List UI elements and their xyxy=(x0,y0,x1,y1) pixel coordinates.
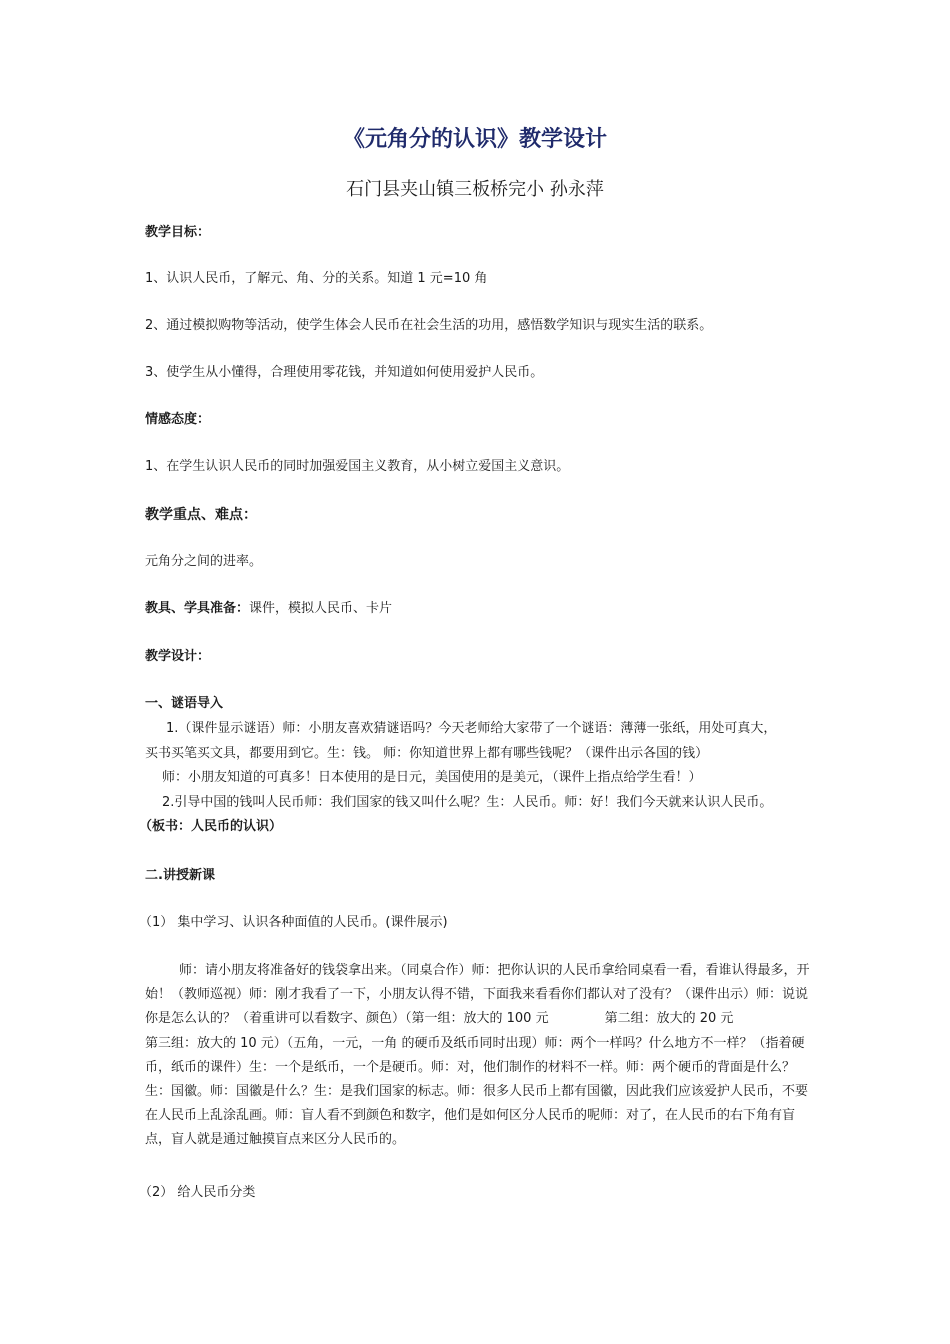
tools-label: 教具、学具准备： xyxy=(145,601,250,616)
tools-line xyxy=(145,600,392,618)
design-heading: 教学设计： xyxy=(145,649,211,664)
lesson-paragraph xyxy=(145,959,810,1153)
lesson-text: 第三组：放大的 10 元）（五角，一元，一角 的硬币及纸币同时出现）师：两个一样吗？什么地方不一样？（指着硬币，纸币的课件）生：一个是纸币，一个是硬币。师：对，他们制作的材料不一样。师：两个硬币的背面是什么？生：国徽。师：国徽是什么？生：是我们国家的标志。师：很多人民币上都有国徽，因此我们应该爱护人民币，不要在人民币上乱涂乱画。师：盲人看不到颜色和数字，他们是如何区分人民币的呢师：对了，在人民币的右下角有盲点，盲人就是通过触摸盲点来区分人民币的。 xyxy=(145,1035,809,1148)
emotion-item: 1、在学生认识人民币的同时加强爱国主义教育，从小树立爱国主义意识。 xyxy=(145,459,570,474)
board-note: （板书：人民币的认识） xyxy=(139,819,283,834)
objective-item: 3、使学生从小懂得，合理使用零花钱，并知道如何使用爱护人民币。 xyxy=(145,365,544,380)
keypoints-text: 元角分之间的进率。 xyxy=(145,554,263,569)
tools-text: 课件，模拟人民币、卡片 xyxy=(249,601,393,616)
objective-item: 2、通过模拟购物等活动，使学生体会人民币在社会生活的功用，感悟数学知识与现实生活的联系。 xyxy=(145,318,713,333)
section2-heading: 二.讲授新课 xyxy=(145,868,215,883)
lesson-text: 师：请小朋友将准备好的钱袋拿出来。（同桌合作）师：把你认识的人民币拿给同桌看一看，看谁认得最多，开始！（教师巡视）师：刚才我看了一下，小朋友认得不错，下面我来看看你们都认对了没有？（课件出示）师：说说你是怎么认的？（着重讲可以看数字、颜色）（第一组：放大的 100 元 xyxy=(145,963,810,1027)
lesson-text: 第二组：放大的 20 元 xyxy=(604,1011,734,1027)
objectives-heading: 教学目标： xyxy=(145,225,211,240)
section1-heading: 一、谜语导入 xyxy=(145,696,224,711)
document-title: 《元角分的认识》教学设计 xyxy=(342,126,607,152)
subsection-1: （1） 集中学习、认识各种面值的人民币。(课件展示) xyxy=(139,915,448,930)
section1-line: 买书买笔买文具，都要用到它。生：钱。 师：你知道世界上都有哪些钱呢？（课件出示各国的钱） xyxy=(145,746,709,761)
section1-line: 师：小朋友知道的可真多！日本使用的是日元，美国使用的是美元，（课件上指点给学生看！） xyxy=(162,770,702,785)
emotion-heading: 情感态度： xyxy=(145,412,211,427)
section1-line: 1.（课件显示谜语）师：小朋友喜欢猜谜语吗？今天老师给大家带了一个谜语：薄薄一张纸，用处可真大， xyxy=(166,721,777,736)
objective-item: 1、认识人民币，了解元、角、分的关系。知道 1 元=10 角 xyxy=(145,271,488,286)
subsection-2: （2） 给人民币分类 xyxy=(139,1185,256,1200)
author-line: 石门县夹山镇三板桥完小 孙永萍 xyxy=(346,179,604,200)
keypoints-heading: 教学重点、难点： xyxy=(145,507,257,523)
section1-line: 2.引导中国的钱叫人民币师：我们国家的钱又叫什么呢？生：人民币。师：好！我们今天就来认识人民币。 xyxy=(162,795,773,810)
